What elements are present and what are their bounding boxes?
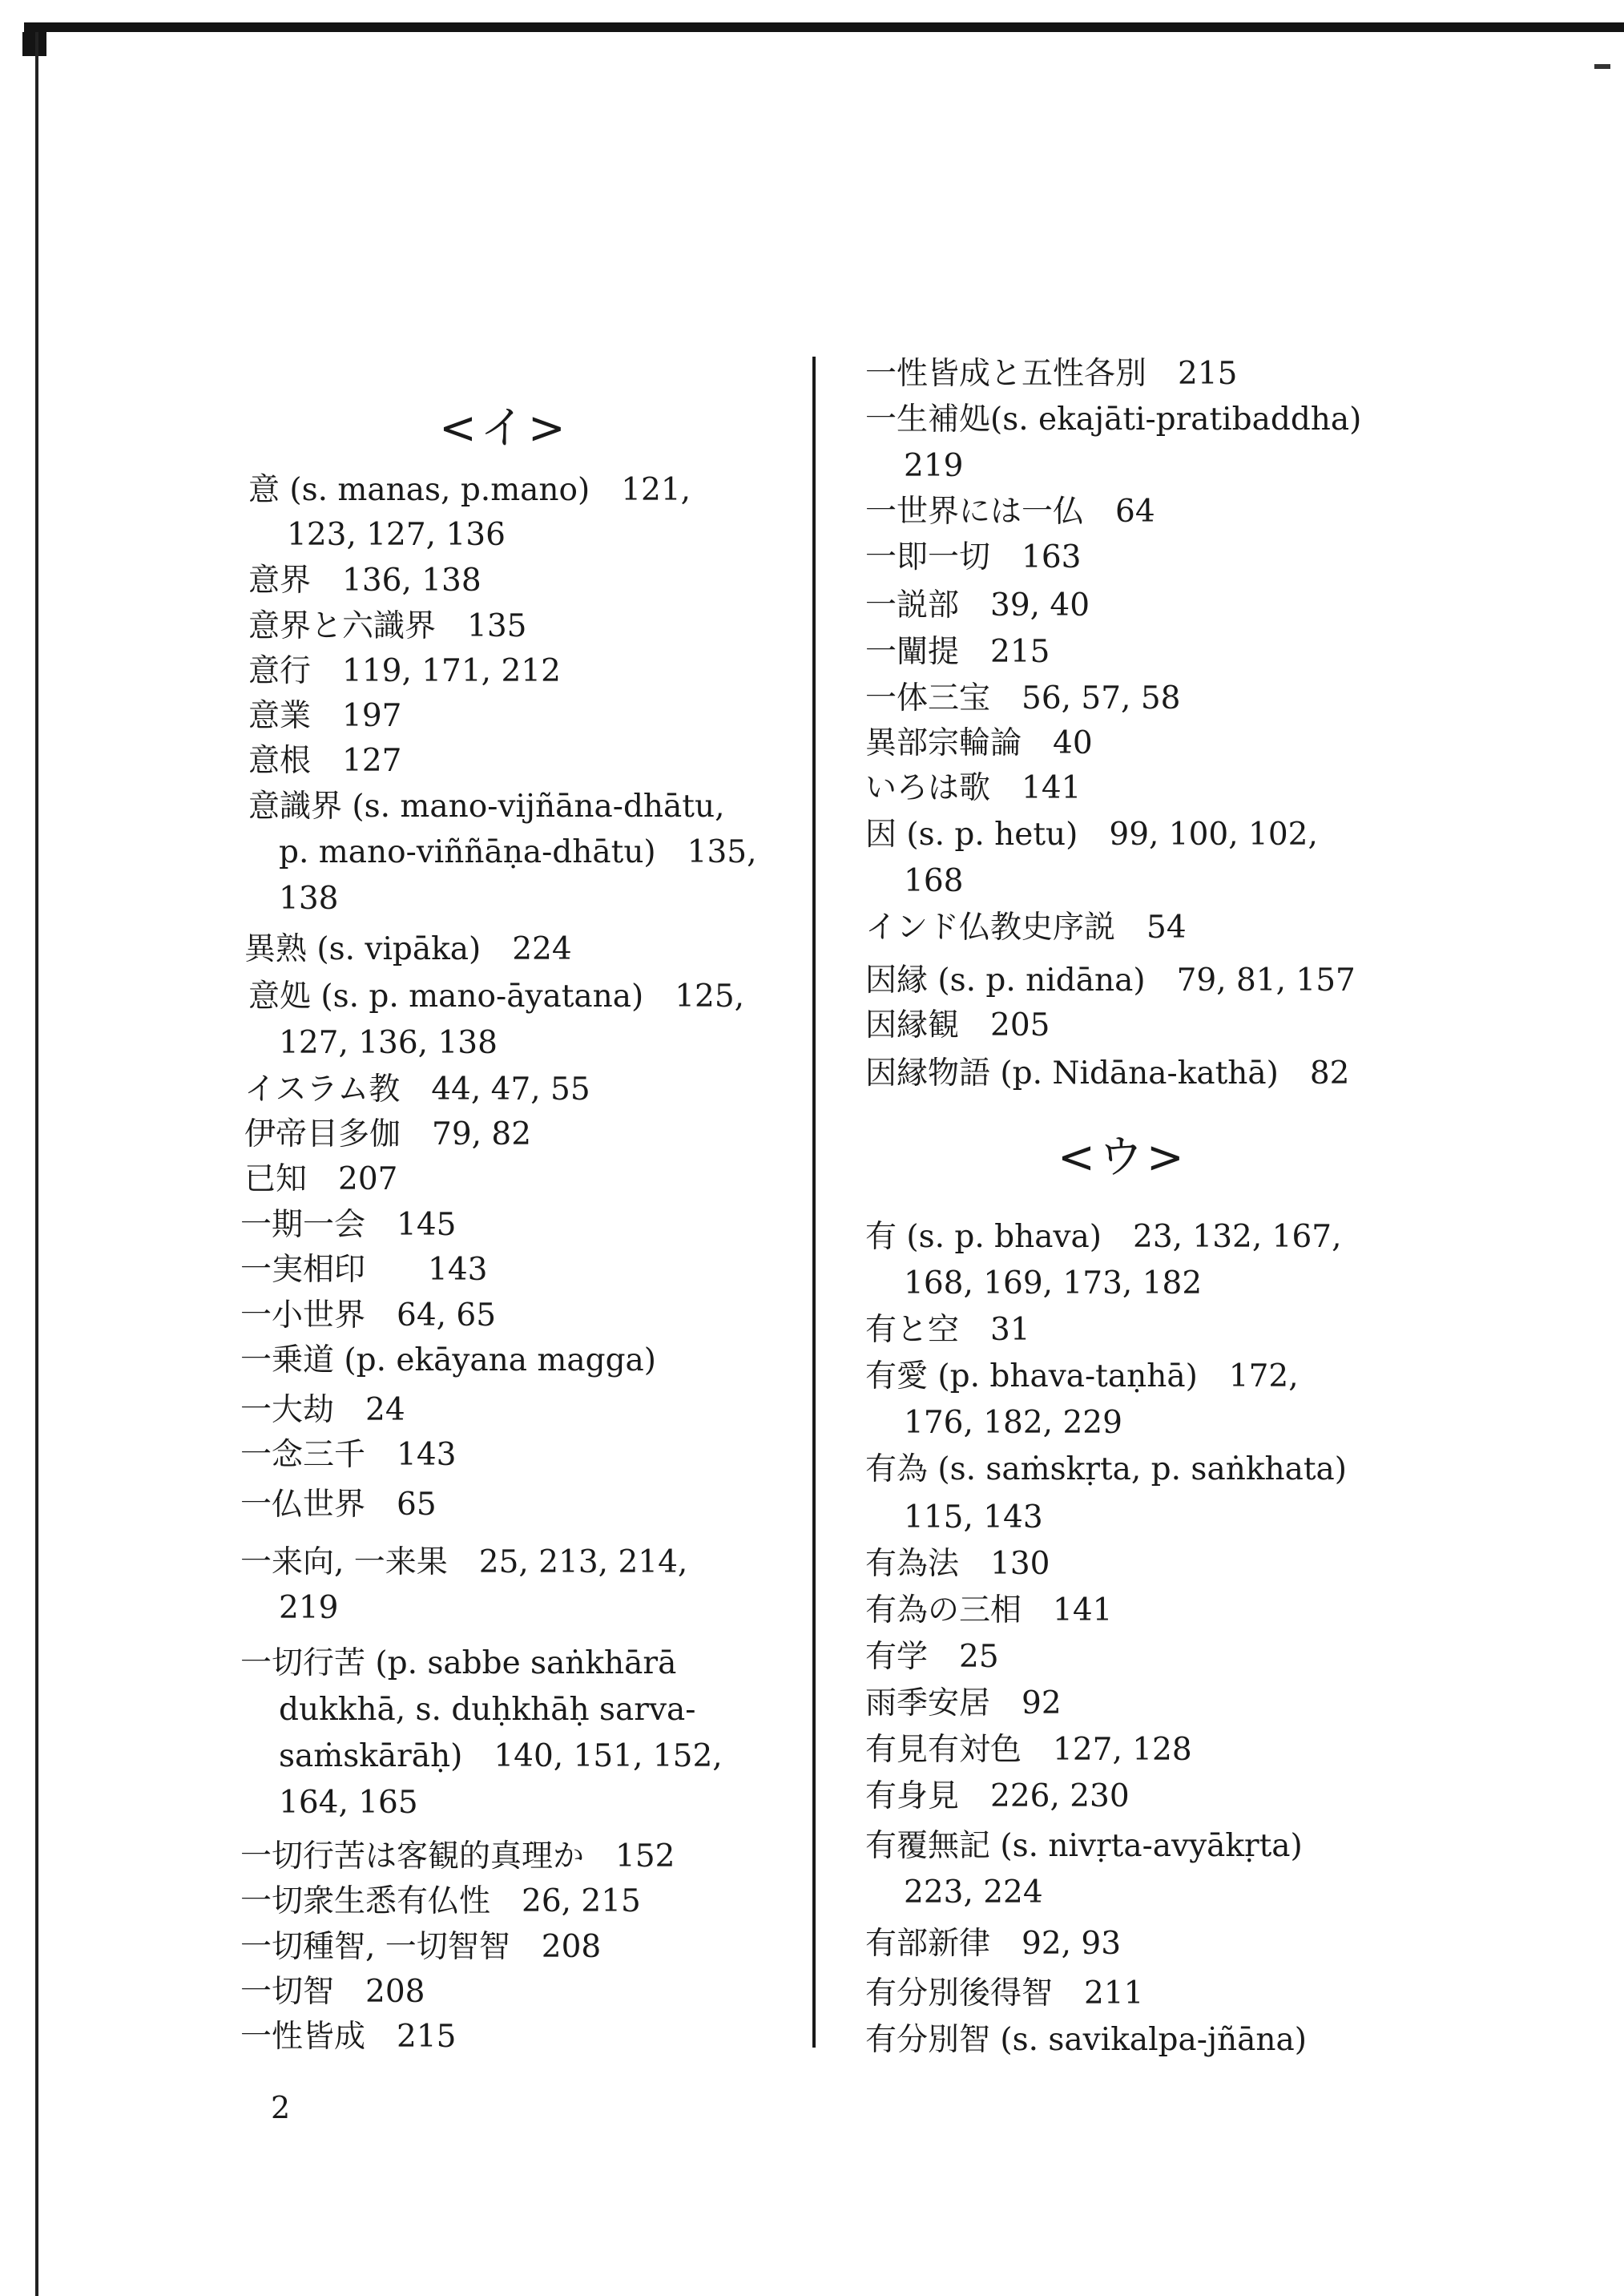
index-entry: 意 (s. manas, p.mano) 121, xyxy=(248,472,691,508)
index-entry: 一念三千 143 xyxy=(240,1437,457,1473)
index-entry: 一説部 39, 40 xyxy=(865,587,1090,623)
index-entry: 因縁観 205 xyxy=(865,1007,1050,1043)
index-entry-continued: 219 xyxy=(279,1590,339,1626)
index-entry: 一性皆成と五性各別 215 xyxy=(865,356,1238,392)
index-entry: 有分別智 (s. savikalpa-jñāna) xyxy=(865,2022,1307,2058)
index-entry: 因縁物語 (p. Nidāna-kathā) 82 xyxy=(865,1055,1350,1092)
index-entry: 一性皆成 215 xyxy=(240,2019,457,2055)
index-entry: 一体三宝 56, 57, 58 xyxy=(865,680,1181,716)
index-entry: 雨季安居 92 xyxy=(865,1685,1062,1721)
scan-left-border xyxy=(35,32,38,2296)
page-number: 2 xyxy=(271,2090,291,2125)
index-entry: 意業 197 xyxy=(248,698,402,734)
index-entry: 有愛 (p. bhava-taṇhā) 172, xyxy=(865,1358,1299,1394)
index-entry: 意行 119, 171, 212 xyxy=(248,653,561,689)
index-entry: 一切衆生悉有仏性 26, 215 xyxy=(240,1883,641,1919)
index-entry: 伊帝目多伽 79, 82 xyxy=(244,1116,532,1152)
index-entry: 有身見 226, 230 xyxy=(865,1778,1130,1814)
index-entry: 一切行苦 (p. sabbe saṅkhārā xyxy=(240,1645,677,1681)
index-entry: 有見有対色 127, 128 xyxy=(865,1732,1192,1768)
index-entry-continued: 115, 143 xyxy=(904,1499,1043,1535)
index-entry: 有分別後得智 211 xyxy=(865,1975,1144,2012)
index-entry: 有学 25 xyxy=(865,1639,999,1675)
index-entry: いろは歌 141 xyxy=(865,770,1082,806)
index-entry: 有覆無記 (s. nivṛta-avyākṛta) xyxy=(865,1828,1303,1864)
index-entry: 有為法 130 xyxy=(865,1546,1050,1582)
index-entry: 一乗道 (p. ekāyana magga) xyxy=(240,1342,657,1378)
scan-right-mark xyxy=(1594,64,1610,69)
index-entry: 一来向, 一来果 25, 213, 214, xyxy=(240,1544,688,1580)
index-entry: 因 (s. p. hetu) 99, 100, 102, xyxy=(865,817,1318,853)
index-entry: インド仏教史序説 54 xyxy=(865,910,1187,946)
index-entry-continued: 164, 165 xyxy=(279,1785,418,1821)
index-entry-continued: saṁskārāḥ) 140, 151, 152, xyxy=(279,1738,723,1774)
index-entry: 有為 (s. saṁskṛta, p. saṅkhata) xyxy=(865,1451,1347,1487)
index-entry-continued: 138 xyxy=(279,881,339,917)
index-entry-continued: 176, 182, 229 xyxy=(904,1405,1122,1441)
scan-corner-mark xyxy=(22,32,46,56)
index-entry-continued: 123, 127, 136 xyxy=(287,517,506,553)
index-entry-continued: p. mano-viññāṇa-dhātu) 135, xyxy=(279,834,757,870)
index-entry: 因縁 (s. p. nidāna) 79, 81, 157 xyxy=(865,962,1356,999)
index-entry-continued: 168 xyxy=(904,863,964,899)
index-entry: 意処 (s. p. mano-āyatana) 125, xyxy=(248,979,745,1015)
index-entry: 一大劫 24 xyxy=(240,1392,405,1428)
section-heading-i: <イ> xyxy=(439,402,569,454)
index-entry: 異部宗輪論 40 xyxy=(865,725,1093,761)
index-entry: 意識界 (s. mano-vijñāna-dhātu, xyxy=(248,789,725,825)
index-entry: 意界と六識界 135 xyxy=(248,608,527,644)
index-entry: 意界 136, 138 xyxy=(248,563,482,599)
index-entry-continued: 223, 224 xyxy=(904,1874,1043,1911)
index-entry: 異熟 (s. vipāka) 224 xyxy=(244,931,572,967)
index-entry: 有と空 31 xyxy=(865,1312,1030,1348)
index-entry: 一期一会 145 xyxy=(240,1207,457,1243)
index-entry: 一世界には一仏 64 xyxy=(865,494,1155,530)
index-entry: 一切智 208 xyxy=(240,1974,425,2010)
index-entry: 一生補処(s. ekajāti-pratibaddha) xyxy=(865,401,1362,438)
column-divider xyxy=(812,357,816,2048)
index-entry: 一仏世界 65 xyxy=(240,1487,437,1523)
index-entry: 一切種智, 一切智智 208 xyxy=(240,1929,602,1965)
section-heading-u: <ウ> xyxy=(1058,1132,1187,1184)
index-entry: 意根 127 xyxy=(248,743,402,779)
index-entry-continued: 168, 169, 173, 182 xyxy=(904,1265,1203,1301)
scan-top-border xyxy=(24,22,1624,32)
index-entry: 有 (s. p. bhava) 23, 132, 167, xyxy=(865,1219,1342,1255)
index-entry: 一小世界 64, 65 xyxy=(240,1297,497,1334)
index-entry: 一実相印 143 xyxy=(240,1252,488,1288)
index-entry-continued: 127, 136, 138 xyxy=(279,1025,498,1061)
index-entry: 已知 207 xyxy=(244,1161,398,1197)
index-entry: 一即一切 163 xyxy=(865,539,1082,575)
index-entry: 有為の三相 141 xyxy=(865,1592,1113,1628)
index-entry: 一切行苦は客観的真理か 152 xyxy=(240,1838,675,1874)
index-entry: 一闡提 215 xyxy=(865,634,1050,670)
index-entry: イスラム教 44, 47, 55 xyxy=(244,1071,590,1108)
index-entry-continued: 219 xyxy=(904,448,964,484)
index-entry-continued: dukkhā, s. duḥkhāḥ sarva- xyxy=(279,1692,696,1728)
index-entry: 有部新律 92, 93 xyxy=(865,1926,1122,1962)
